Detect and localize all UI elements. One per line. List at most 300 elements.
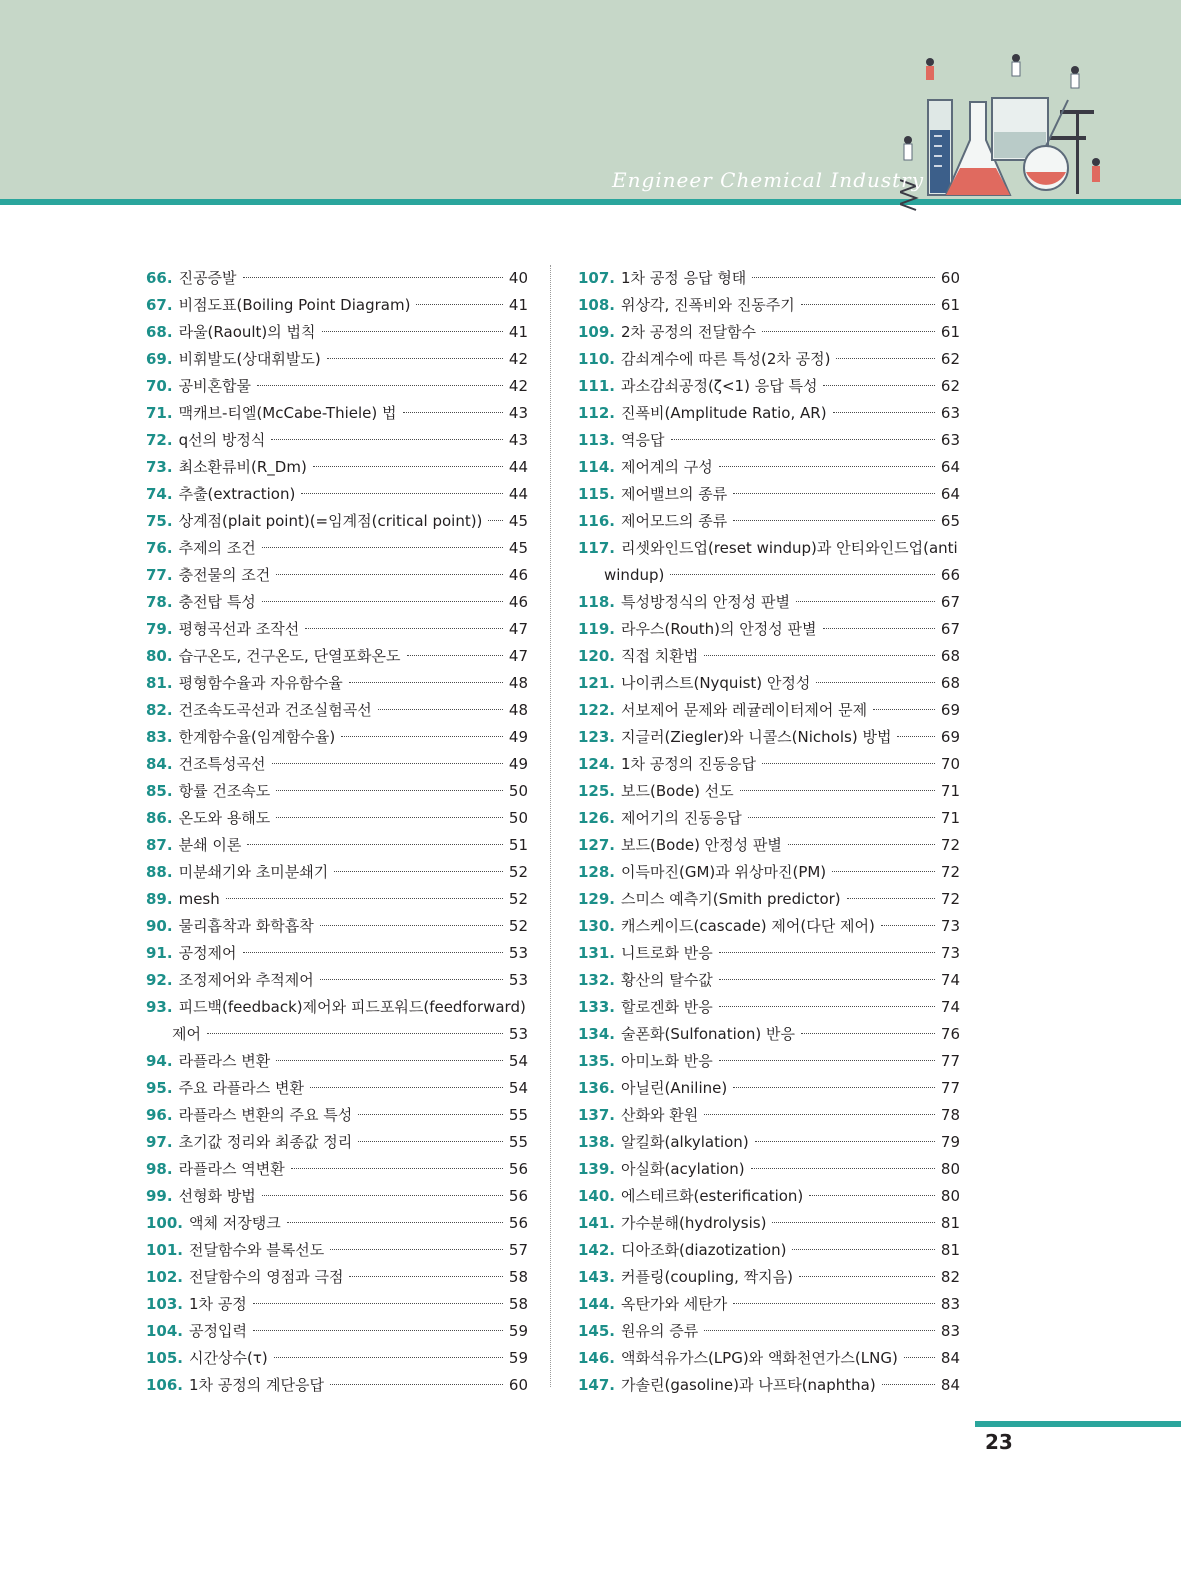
toc-entry[interactable]	[146, 373, 528, 400]
dot-leader	[301, 493, 503, 494]
toc-entry-number: 93.	[146, 998, 173, 1016]
toc-entry[interactable]	[146, 940, 528, 967]
toc-entry-page: 55	[508, 1106, 528, 1124]
toc-entry-number: 87.	[146, 836, 173, 854]
toc-entry[interactable]	[578, 1021, 960, 1048]
toc-entry[interactable]	[578, 1372, 960, 1399]
dot-leader	[416, 304, 502, 305]
dot-leader	[788, 844, 935, 845]
toc-entry[interactable]	[578, 1291, 960, 1318]
toc-entry-page: 79	[940, 1133, 960, 1151]
toc-entry[interactable]	[146, 1156, 528, 1183]
toc-entry-title: 감쇠계수에 따른 특성(2차 공정)	[621, 350, 831, 368]
toc-entry-page: 59	[508, 1322, 528, 1340]
toc-entry[interactable]	[146, 724, 528, 751]
toc-entry[interactable]	[578, 724, 960, 751]
toc-entry-page: 47	[508, 620, 528, 638]
dot-leader	[796, 601, 935, 602]
toc-entry[interactable]	[578, 886, 960, 913]
toc-entry[interactable]	[146, 292, 528, 319]
toc-entry-title: 2차 공정의 전달함수	[621, 323, 757, 341]
toc-entry-number: 72.	[146, 431, 173, 449]
dot-leader	[320, 925, 503, 926]
toc-entry-number: 131.	[578, 944, 616, 962]
dot-leader	[262, 601, 503, 602]
dot-leader	[873, 709, 935, 710]
toc-entry-page: 69	[940, 728, 960, 746]
toc-entry[interactable]	[578, 1237, 960, 1264]
toc-entry-page: 67	[940, 620, 960, 638]
toc-entry-page: 42	[508, 350, 528, 368]
dot-leader	[823, 385, 934, 386]
toc-entry[interactable]	[146, 454, 528, 481]
toc-entry[interactable]	[578, 400, 960, 427]
toc-entry-title: 제어밸브의 종류	[621, 485, 728, 503]
toc-entry[interactable]	[578, 535, 960, 562]
dot-leader	[243, 277, 503, 278]
dot-leader	[243, 952, 503, 953]
toc-entry-title: 에스테르화(esterification)	[621, 1187, 804, 1205]
toc-entry-number: 127.	[578, 836, 616, 854]
toc-entry-number: 139.	[578, 1160, 616, 1178]
toc-entry-page: 74	[940, 998, 960, 1016]
toc-entry[interactable]	[146, 346, 528, 373]
toc-entry-title: 건조특성곡선	[178, 755, 266, 773]
dot-leader	[733, 520, 935, 521]
dot-leader	[330, 1384, 503, 1385]
toc-entry-page: 53	[508, 944, 528, 962]
toc-entry[interactable]	[578, 913, 960, 940]
dot-leader	[847, 898, 935, 899]
dot-leader	[733, 493, 935, 494]
dot-leader	[704, 1114, 935, 1115]
toc-entry[interactable]	[578, 1264, 960, 1291]
toc-entry-number: 88.	[146, 863, 173, 881]
dot-leader	[671, 439, 935, 440]
toc-entry-page: 73	[940, 944, 960, 962]
toc-entry-page: 83	[940, 1322, 960, 1340]
dot-leader	[801, 304, 935, 305]
toc-entry-number: 78.	[146, 593, 173, 611]
toc-entry-page: 59	[508, 1349, 528, 1367]
toc-entry-page: 55	[508, 1133, 528, 1151]
dot-leader	[881, 925, 935, 926]
dot-leader	[274, 1357, 503, 1358]
toc-entry-page: 62	[940, 350, 960, 368]
toc-entry-page: 61	[940, 296, 960, 314]
toc-entry[interactable]	[146, 319, 528, 346]
toc-entry-number: 85.	[146, 782, 173, 800]
toc-entry[interactable]	[578, 454, 960, 481]
dot-leader	[330, 1249, 503, 1250]
dot-leader	[719, 1006, 935, 1007]
toc-entry-title: 제어계의 구성	[621, 458, 713, 476]
toc-entry[interactable]	[146, 508, 528, 535]
toc-entry-number: 84.	[146, 755, 173, 773]
dot-leader	[341, 736, 503, 737]
toc-entry-page: 71	[940, 809, 960, 827]
dot-leader	[262, 547, 503, 548]
toc-entry[interactable]	[578, 562, 960, 589]
toc-entry[interactable]	[578, 508, 960, 535]
chemistry-lab-illustration	[900, 40, 1120, 220]
toc-entry-title: 서보제어 문제와 레귤레이터제어 문제	[621, 701, 868, 719]
toc-entry-page: 42	[508, 377, 528, 395]
column-divider	[550, 265, 551, 1387]
toc-entry-title: 온도와 용해도	[178, 809, 271, 827]
toc-entry-page: 43	[508, 404, 528, 422]
toc-entry-title: 추제의 조건	[178, 539, 256, 557]
toc-entry-number: 74.	[146, 485, 173, 503]
page-number: 23	[985, 1430, 1013, 1454]
toc-entry[interactable]	[146, 859, 528, 886]
toc-entry-page: 46	[508, 593, 528, 611]
toc-entry-number: 67.	[146, 296, 173, 314]
toc-entry-page: 58	[508, 1268, 528, 1286]
toc-entry-title: 제어기의 진동응답	[621, 809, 742, 827]
toc-entry-number: 79.	[146, 620, 173, 638]
toc-entry[interactable]	[146, 1075, 528, 1102]
toc-entry[interactable]	[578, 859, 960, 886]
toc-entry[interactable]	[146, 778, 528, 805]
dot-leader	[719, 466, 935, 467]
toc-entry[interactable]	[578, 319, 960, 346]
toc-entry-page: 43	[508, 431, 528, 449]
toc-entry-number: 86.	[146, 809, 173, 827]
toc-entry-page: 60	[940, 269, 960, 287]
dot-leader	[247, 844, 503, 845]
toc-entry[interactable]	[578, 1129, 960, 1156]
toc-entry-number: 124.	[578, 755, 616, 773]
toc-entry-number: 82.	[146, 701, 173, 719]
toc-entry[interactable]	[578, 1318, 960, 1345]
toc-entry[interactable]	[146, 1048, 528, 1075]
toc-entry-title: 위상각, 진폭비와 진동주기	[621, 296, 795, 314]
toc-entry-number: 129.	[578, 890, 616, 908]
toc-entry-title: 지글러(Ziegler)와 니콜스(Nichols) 방법	[621, 728, 892, 746]
toc-entry-title: 공비혼합물	[178, 377, 252, 395]
toc-entry-page: 58	[508, 1295, 528, 1313]
toc-entry-title: 평형곡선과 조작선	[178, 620, 300, 638]
dot-leader	[748, 817, 935, 818]
toc-entry-title: 진공증발	[178, 269, 237, 287]
toc-entry[interactable]	[578, 994, 960, 1021]
toc-entry[interactable]	[578, 832, 960, 859]
toc-entry-page: 77	[940, 1079, 960, 1097]
toc-entry[interactable]	[146, 1183, 528, 1210]
toc-entry-number: 112.	[578, 404, 616, 422]
toc-entry-page: 56	[508, 1160, 528, 1178]
toc-entry-page: 49	[508, 728, 528, 746]
dot-leader	[276, 817, 503, 818]
toc-entry-number: 98.	[146, 1160, 173, 1178]
dot-leader	[226, 898, 503, 899]
toc-entry[interactable]	[578, 346, 960, 373]
toc-entry[interactable]	[578, 427, 960, 454]
toc-entry-number: 115.	[578, 485, 616, 503]
dot-leader	[322, 331, 503, 332]
toc-entry-page: 50	[508, 809, 528, 827]
toc-entry-page: 52	[508, 863, 528, 881]
dot-leader	[257, 385, 503, 386]
toc-entry-page: 73	[940, 917, 960, 935]
toc-entry-number: 144.	[578, 1295, 616, 1313]
dot-leader	[253, 1330, 503, 1331]
toc-entry-number: 100.	[146, 1214, 184, 1232]
toc-entry-title: 라플라스 역변환	[178, 1160, 285, 1178]
toc-entry[interactable]	[578, 670, 960, 697]
header-title: Engineer Chemical Industry	[612, 168, 925, 192]
dot-leader	[272, 763, 503, 764]
toc-entry-page: 61	[940, 323, 960, 341]
dot-leader	[882, 1384, 935, 1385]
toc-entry[interactable]	[146, 913, 528, 940]
toc-entry[interactable]	[578, 643, 960, 670]
toc-entry[interactable]	[146, 886, 528, 913]
dot-leader	[276, 1060, 503, 1061]
toc-entry-title: 직접 치환법	[621, 647, 699, 665]
toc-entry-number: 120.	[578, 647, 616, 665]
toc-entry-number: 92.	[146, 971, 173, 989]
toc-entry-page: 64	[940, 458, 960, 476]
toc-entry-title: 시간상수(τ)	[189, 1349, 268, 1367]
toc-entry-number: 116.	[578, 512, 616, 530]
toc-entry-number: 126.	[578, 809, 616, 827]
toc-entry-number: 104.	[146, 1322, 184, 1340]
toc-entry[interactable]	[578, 616, 960, 643]
toc-entry-number: 103.	[146, 1295, 184, 1313]
toc-entry-title: 항률 건조속도	[178, 782, 271, 800]
toc-entry[interactable]	[146, 427, 528, 454]
toc-entry-number: 110.	[578, 350, 616, 368]
toc-entry-title: 보드(Bode) 안정성 판별	[621, 836, 782, 854]
dot-leader	[327, 358, 503, 359]
toc-entry-page: 62	[940, 377, 960, 395]
toc-entry-number: 69.	[146, 350, 173, 368]
toc-entry-title: 한계함수율(임계함수율)	[178, 728, 336, 746]
toc-entry[interactable]	[578, 1210, 960, 1237]
toc-entry[interactable]	[146, 1345, 528, 1372]
dot-leader	[719, 952, 935, 953]
dot-leader	[358, 1114, 503, 1115]
toc-entry-title: 리셋와인드업(reset windup)과 안티와인드업(anti	[621, 539, 958, 557]
toc-entry-number: 77.	[146, 566, 173, 584]
toc-entry-page: 84	[940, 1376, 960, 1394]
toc-entry-title: 1차 공정의 진동응답	[621, 755, 757, 773]
toc-entry[interactable]	[578, 1345, 960, 1372]
dot-leader	[740, 790, 935, 791]
dot-leader	[334, 871, 503, 872]
toc-entry-title: 건조속도곡선과 건조실험곡선	[178, 701, 372, 719]
toc-entry-number: 105.	[146, 1349, 184, 1367]
toc-entry-page: 45	[508, 539, 528, 557]
toc-right-column	[578, 265, 960, 1399]
toc-entry-title: 1차 공정의 계단응답	[189, 1376, 325, 1394]
dot-leader	[291, 1168, 503, 1169]
toc-left-column	[146, 265, 528, 1399]
toc-entry-title: 아실화(acylation)	[621, 1160, 745, 1178]
toc-entry[interactable]	[146, 697, 528, 724]
toc-entry-number: 113.	[578, 431, 616, 449]
toc-entry-title: 과소감쇠공정(ζ<1) 응답 특성	[621, 377, 818, 395]
toc-entry[interactable]	[146, 832, 528, 859]
toc-entry-number: 119.	[578, 620, 616, 638]
toc-entry[interactable]	[146, 643, 528, 670]
toc-entry-page: 46	[508, 566, 528, 584]
toc-entry-page: 44	[508, 458, 528, 476]
toc-entry-number: 118.	[578, 593, 616, 611]
toc-entry-page: 77	[940, 1052, 960, 1070]
toc-entry[interactable]	[146, 1102, 528, 1129]
toc-entry[interactable]	[146, 616, 528, 643]
toc-entry-title: 라울(Raoult)의 법칙	[178, 323, 316, 341]
toc-entry[interactable]	[578, 589, 960, 616]
toc-entry-page: 68	[940, 674, 960, 692]
toc-entry-title: 전달함수와 블록선도	[189, 1241, 325, 1259]
toc-entry-page: 67	[940, 593, 960, 611]
toc-entry[interactable]	[146, 481, 528, 508]
dot-leader	[897, 736, 934, 737]
toc-entry-title: 피드백(feedback)제어와 피드포워드(feedforward)	[178, 998, 526, 1016]
toc-entry-page: 76	[940, 1025, 960, 1043]
toc-entry[interactable]	[578, 778, 960, 805]
toc-entry-title: 라우스(Routh)의 안정성 판별	[621, 620, 817, 638]
toc-entry[interactable]	[578, 1156, 960, 1183]
toc-entry-number: 96.	[146, 1106, 173, 1124]
toc-entry[interactable]	[578, 373, 960, 400]
toc-entry[interactable]	[146, 967, 528, 994]
toc-entry-number: 109.	[578, 323, 616, 341]
toc-entry-page: 72	[940, 863, 960, 881]
toc-entry[interactable]	[146, 1129, 528, 1156]
toc-entry-number: 125.	[578, 782, 616, 800]
toc-entry[interactable]	[146, 1372, 528, 1399]
dot-leader	[313, 466, 503, 467]
toc-entry[interactable]	[578, 1075, 960, 1102]
dot-leader	[809, 1195, 935, 1196]
toc-entry-title: 제어모드의 종류	[621, 512, 728, 530]
toc-entry-title: 보드(Bode) 선도	[621, 782, 734, 800]
toc-entry[interactable]	[146, 1210, 528, 1237]
toc-entry[interactable]	[578, 1183, 960, 1210]
toc-entry-title: 진폭비(Amplitude Ratio, AR)	[621, 404, 827, 422]
toc-entry[interactable]	[146, 562, 528, 589]
toc-entry-title: 맥캐브-티엘(McCabe-Thiele) 법	[178, 404, 397, 422]
toc-entry-title: 커플링(coupling, 짝지음)	[621, 1268, 794, 1286]
toc-entry-title: 특성방정식의 안정성 판별	[621, 593, 790, 611]
dot-leader	[833, 412, 935, 413]
toc-entry[interactable]	[146, 265, 528, 292]
toc-entry-number: 106.	[146, 1376, 184, 1394]
toc-entry-page: 48	[508, 674, 528, 692]
toc-entry-number: 107.	[578, 269, 616, 287]
footer-rule	[975, 1421, 1181, 1427]
toc-entry[interactable]	[146, 805, 528, 832]
toc-entry[interactable]	[146, 1291, 528, 1318]
toc-entry[interactable]	[146, 670, 528, 697]
toc-entry-title: 조정제어와 추적제어	[178, 971, 314, 989]
toc-entry-number: 128.	[578, 863, 616, 881]
toc-entry[interactable]	[146, 400, 528, 427]
toc-entry-title: 비점도표(Boiling Point Diagram)	[178, 296, 411, 314]
toc-entry-title: 이득마진(GM)과 위상마진(PM)	[621, 863, 827, 881]
toc-entry-number: 137.	[578, 1106, 616, 1124]
toc-entry[interactable]	[578, 481, 960, 508]
toc-entry[interactable]	[578, 1102, 960, 1129]
toc-entry-title: 알킬화(alkylation)	[621, 1133, 749, 1151]
dot-leader	[799, 1276, 935, 1277]
toc-entry[interactable]	[578, 292, 960, 319]
toc-entry[interactable]	[578, 265, 960, 292]
toc-entry-page: 83	[940, 1295, 960, 1313]
dot-leader	[349, 682, 503, 683]
toc-entry-number: 90.	[146, 917, 173, 935]
toc-entry-number: 132.	[578, 971, 616, 989]
toc-entry[interactable]	[146, 994, 528, 1021]
toc-entry-title: 물리흡착과 화학흡착	[178, 917, 314, 935]
toc-entry-number: 97.	[146, 1133, 173, 1151]
toc-entry[interactable]	[146, 1021, 528, 1048]
toc-entry-title: 1차 공정	[189, 1295, 247, 1313]
dot-leader	[287, 1222, 503, 1223]
toc-entry[interactable]	[578, 697, 960, 724]
toc-entry-number: 76.	[146, 539, 173, 557]
dot-leader	[207, 1033, 503, 1034]
toc-entry-number: 111.	[578, 377, 616, 395]
dot-leader	[762, 331, 935, 332]
dot-leader	[816, 682, 935, 683]
dot-leader	[733, 1303, 935, 1304]
toc-entry[interactable]	[146, 1318, 528, 1345]
toc-entry[interactable]	[146, 1237, 528, 1264]
toc-entry-title: 공정제어	[178, 944, 237, 962]
toc-entry-number: 140.	[578, 1187, 616, 1205]
toc-entry-number: 70.	[146, 377, 173, 395]
toc-entry-title: 가솔린(gasoline)과 나프타(naphtha)	[621, 1376, 876, 1394]
toc-entry-title: 디아조화(diazotization)	[621, 1241, 787, 1259]
toc-entry[interactable]	[146, 1264, 528, 1291]
toc-entry-page: 64	[940, 485, 960, 503]
toc-entry-page: 49	[508, 755, 528, 773]
toc-entry-title: 술폰화(Sulfonation) 반응	[621, 1025, 796, 1043]
dot-leader	[751, 1168, 935, 1169]
toc-entry-title: 원유의 증류	[621, 1322, 699, 1340]
toc-entry-title: 습구온도, 건구온도, 단열포화온도	[178, 647, 401, 665]
toc-entry-title: 선형화 방법	[178, 1187, 256, 1205]
toc-entry-number: 133.	[578, 998, 616, 1016]
toc-entry[interactable]	[578, 940, 960, 967]
toc-entry[interactable]	[146, 535, 528, 562]
toc-entry-title: 라플라스 변환의 주요 특성	[178, 1106, 353, 1124]
toc-entry[interactable]	[146, 751, 528, 778]
dot-leader	[320, 979, 503, 980]
toc-entry-number: 143.	[578, 1268, 616, 1286]
toc-entry-page: 44	[508, 485, 528, 503]
toc-entry[interactable]	[578, 805, 960, 832]
toc-entry[interactable]	[578, 967, 960, 994]
toc-entry-number: 81.	[146, 674, 173, 692]
toc-entry-number: 147.	[578, 1376, 616, 1394]
toc-entry-page: 52	[508, 917, 528, 935]
toc-entry-number: 102.	[146, 1268, 184, 1286]
toc-entry[interactable]	[146, 589, 528, 616]
toc-entry-title: windup)	[604, 566, 665, 584]
toc-entry-number: 122.	[578, 701, 616, 719]
toc-entry[interactable]	[578, 751, 960, 778]
dot-leader	[752, 277, 935, 278]
toc-entry-title: 아미노화 반응	[621, 1052, 713, 1070]
toc-entry[interactable]	[578, 1048, 960, 1075]
